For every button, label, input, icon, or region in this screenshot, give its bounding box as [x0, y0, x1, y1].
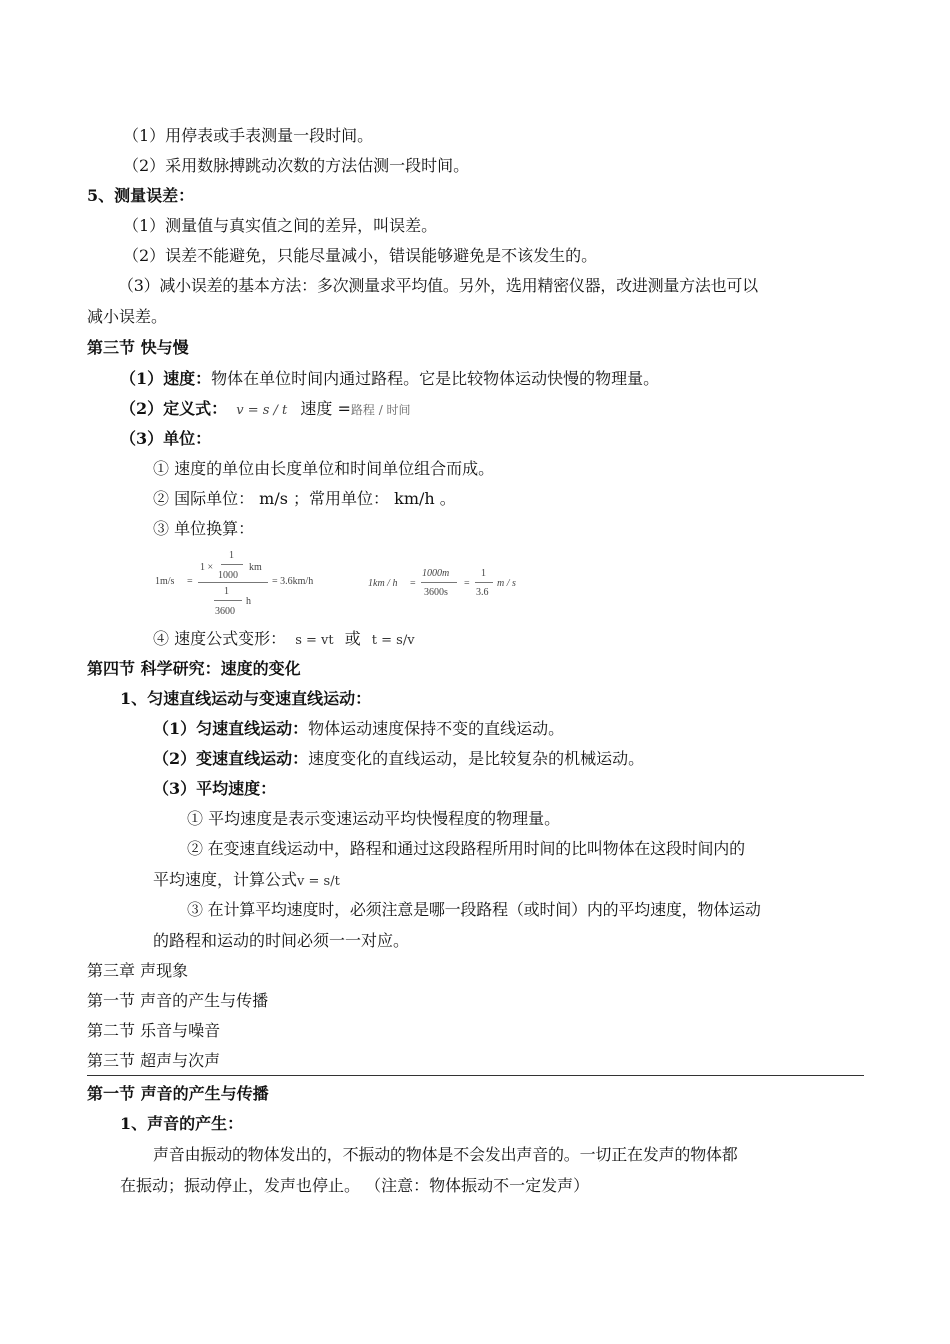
text-line: ② 国际单位： m/s ；常用单位： km/h 。	[153, 489, 456, 508]
formula-equals: =	[464, 578, 470, 589]
definition-line	[153, 748, 644, 770]
formula-s: s = vt	[295, 633, 334, 648]
section-heading: 5、测量误差：	[87, 186, 195, 205]
toc-section: 第二节 乐音与噪音	[87, 1021, 221, 1040]
toc-chapter: 第三章 声现象	[87, 961, 189, 980]
formula-equals: =	[187, 576, 193, 587]
text-line: （1）用停表或手表测量一段时间。	[123, 126, 374, 145]
formula-lhs: 1m/s	[155, 576, 175, 587]
toc-section: 第一节 声音的产生与传播	[87, 991, 269, 1010]
speed-word-formula: 路程 / 时间	[350, 403, 411, 417]
formula-denominator-den: 3600	[215, 606, 235, 617]
definition-text: 速度变化的直线运动，是比较复杂的机械运动。	[308, 749, 645, 768]
text-line: （1）测量值与真实值之间的差异，叫误差。	[123, 216, 438, 235]
formula-equals: =	[410, 578, 416, 589]
definition-label: （2）定义式：	[120, 399, 228, 418]
fraction-bar	[214, 600, 242, 601]
text-line: 的路程和运动的时间必须一一对应。	[153, 931, 410, 950]
text-line	[153, 869, 340, 893]
formula-unit: m / s	[497, 578, 516, 589]
text-line: ① 平均速度是表示变速运动平均快慢程度的物理量。	[187, 809, 561, 828]
definition-line	[153, 718, 564, 740]
formula-lhs: 1km / h	[368, 578, 398, 589]
text-line: ③ 单位换算：	[153, 519, 255, 538]
formula-denominator: 3600s	[424, 587, 448, 598]
text-line: （2）误差不能避免，只能尽量减小，错误能够避免是不该发生的。	[123, 246, 598, 265]
definition-label: （1）匀速直线运动：	[153, 719, 309, 738]
subsection-heading: 1、声音的产生：	[120, 1114, 244, 1133]
formula-fraction-den: 3.6	[476, 587, 489, 598]
text-line: （3）减小误差的基本方法：多次测量求平均值。另外，选用精密仪器，改进测量方法也可以	[118, 276, 758, 295]
main-fraction-bar	[198, 582, 268, 583]
definition-label: （1）速度：	[120, 369, 212, 388]
text-line: 声音由振动的物体发出的，不振动的物体是不会发出声音的。一切正在发声的物体都	[153, 1145, 738, 1164]
section-heading: 第一节 声音的产生与传播	[87, 1084, 269, 1103]
text-line: 在振动；振动停止，发声也停止。 （注意：物体振动不一定发声）	[120, 1176, 590, 1195]
toc-section: 第三节 超声与次声	[87, 1051, 221, 1070]
formula-numerator-one: 1	[229, 550, 234, 561]
definition-label: （2）变速直线运动：	[153, 749, 309, 768]
average-speed-text: 平均速度，计算公式	[153, 870, 298, 889]
average-speed-formula: v = s/t	[297, 874, 340, 889]
definition-text: 物体在单位时间内通过路程。它是比较物体运动快慢的物理量。	[211, 369, 660, 388]
conversion-formula-kmh-to-ms	[368, 566, 538, 602]
formula-numerator: 1000m	[422, 568, 450, 579]
section-heading: 第四节 科学研究：速度的变化	[87, 659, 301, 678]
text-line: ① 速度的单位由长度单位和时间单位组合而成。	[153, 459, 495, 478]
formula-t: t = s/v	[371, 633, 415, 648]
fraction-bar	[475, 582, 493, 583]
fraction-bar	[421, 582, 457, 583]
text-line	[153, 628, 415, 652]
formula-denominator-unit: h	[246, 596, 251, 607]
formula-numerator-unit: km	[249, 562, 262, 573]
subsection-heading: （3）单位：	[120, 429, 212, 448]
formula-numerator-prefix: 1 ×	[200, 562, 214, 573]
text-line: ② 在变速直线运动中，路程和通过这段路程所用时间的比叫物体在这段时间内的	[187, 839, 745, 858]
text-line: ③ 在计算平均速度时，必须注意是哪一段路程（或时间）内的平均速度，物体运动	[187, 900, 761, 919]
fraction-bar	[221, 564, 243, 565]
definition-line	[120, 398, 411, 422]
formula-fraction-num: 1	[481, 568, 486, 579]
or-word: 或	[344, 629, 361, 648]
section-heading: 第三节 快与慢	[87, 338, 189, 357]
text-line: 减小误差。	[87, 307, 168, 326]
formula-rhs: = 3.6km/h	[272, 576, 314, 587]
conversion-formula-ms-to-kmh	[150, 548, 350, 620]
subsection-heading: 1、匀速直线运动与变速直线运动：	[120, 689, 372, 708]
speed-formula: v = s / t	[236, 403, 288, 418]
subsection-heading: （3）平均速度：	[153, 779, 277, 798]
definition-text: 物体运动速度保持不变的直线运动。	[308, 719, 565, 738]
definition-line	[120, 368, 659, 390]
horizontal-rule	[87, 1075, 864, 1076]
definition-text: 速度 =	[300, 399, 351, 418]
formula-numerator-den: 1000	[218, 570, 238, 581]
formula-denominator-one: 1	[224, 586, 229, 597]
formula-transform-label: ④ 速度公式变形：	[153, 629, 287, 648]
text-line: （2）采用数脉搏跳动次数的方法估测一段时间。	[123, 156, 470, 175]
